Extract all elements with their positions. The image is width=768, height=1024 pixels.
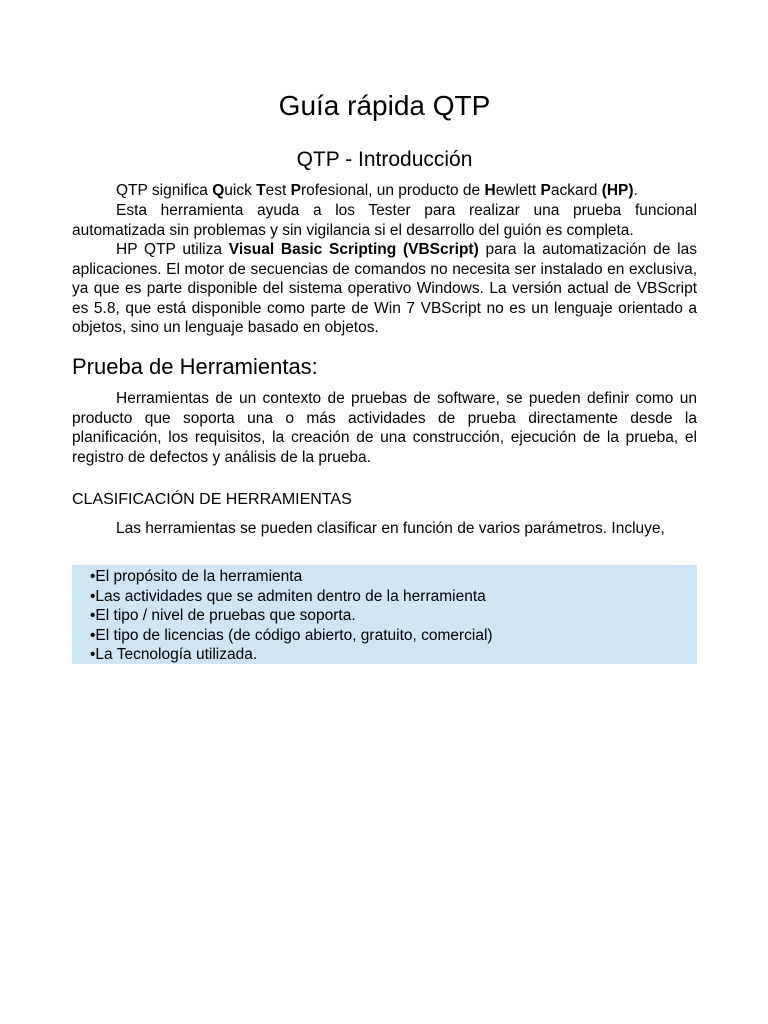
criteria-list-box <box>72 565 697 664</box>
clasificacion-intro: Las herramientas se pueden clasificar en función de varios parámetros. Incluye, <box>116 520 665 537</box>
text-run: QTP significa <box>116 182 213 199</box>
text-run: ackard <box>550 182 602 199</box>
text-run: rofesional, un producto de <box>300 182 485 199</box>
text-run: uick <box>224 182 257 199</box>
text-run-bold: T <box>256 182 266 199</box>
text-run-bold: (HP) <box>601 182 634 199</box>
section-heading-introduccion: QTP - Introducción <box>296 148 473 171</box>
herramientas-paragraph: Herramientas de un contexto de pruebas de software, se pueden definir como un producto que soporta una o más actividades de prueba directamente desde la planificación, los requisitos, la creación de una construcción, ejecución de la prueba, el registro de defectos y análisis de la prueba. <box>72 390 697 466</box>
intro-paragraph-3 <box>72 240 697 338</box>
list-item: •La Tecnología utilizada. <box>90 646 258 664</box>
text-run-bold: Visual Basic Scripting (VBScript) <box>228 241 479 258</box>
document-title: Guía rápida QTP <box>278 90 491 121</box>
text-run: ewlett <box>495 182 541 199</box>
text-run: . <box>633 182 638 199</box>
list-item: •Las actividades que se admiten dentro de la herramienta <box>90 587 486 605</box>
text-run: HP QTP utiliza <box>116 241 229 258</box>
intro-paragraph-1 <box>72 181 697 201</box>
text-run-bold: P <box>540 182 551 199</box>
list-item: •El propósito de la herramienta <box>90 568 303 585</box>
intro-paragraph-2: Esta herramienta ayuda a los Tester para realizar una prueba funcional automatizada sin problemas y sin vigilancia si el desarrollo del guión es completa. <box>72 202 697 239</box>
text-run-bold: H <box>484 182 496 199</box>
text-run-bold: Q <box>212 182 225 199</box>
text-run: para la automatización de las aplicaciones. El motor de secuencias de comandos no necesita ser instalado en exclusiva, ya que es parte disponible del sistema operativo Windows. La versión actual de VBScript es 5.8, que está disponible como parte de Win 7 VBScript no es un lenguaje orientado a objetos, sino un lenguaje basado en objetos. <box>72 241 697 337</box>
text-run-bold: P <box>290 182 301 199</box>
list-item: •El tipo de licencias (de código abierto, gratuito, comercial) <box>90 626 493 644</box>
text-run: est <box>265 182 291 199</box>
list-item: •El tipo / nivel de pruebas que soporta. <box>90 607 356 625</box>
section-heading-prueba-herramientas: Prueba de Herramientas: <box>72 354 318 379</box>
section-heading-clasificacion: CLASIFICACIÓN DE HERRAMIENTAS <box>72 491 352 508</box>
criteria-list <box>72 565 697 665</box>
